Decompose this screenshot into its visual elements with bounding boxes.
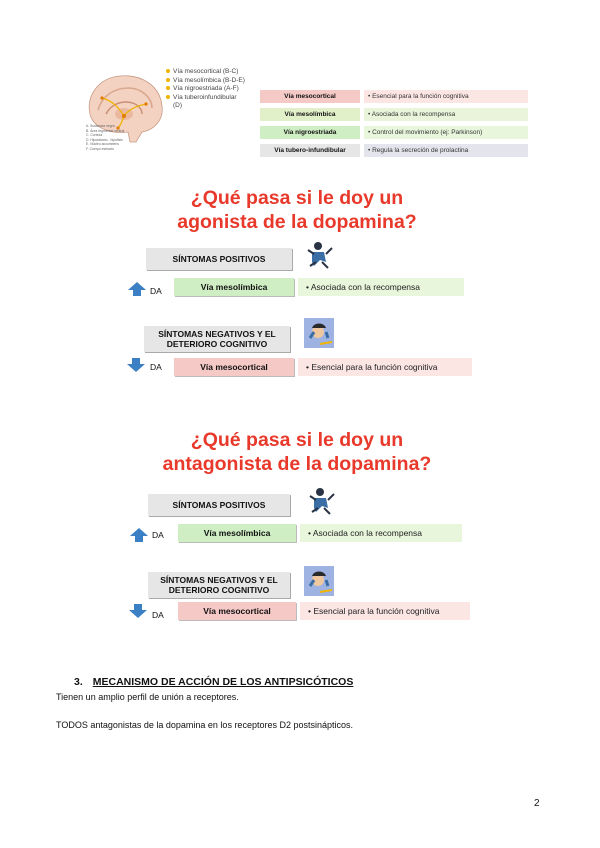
positive-symptoms-box — [148, 494, 290, 516]
pathway-desc: • Regula la secreción de prolactina — [364, 144, 528, 157]
section-title: MECANISMO DE ACCIÓN DE LOS ANTIPSICÓTICOS — [92, 676, 354, 688]
pathway-legend — [166, 68, 245, 111]
agitated-person-icon — [306, 486, 336, 516]
pathway-row-nigrostriatal — [260, 126, 528, 139]
pathway-desc-box: • Esencial para la función cognitiva — [300, 602, 470, 620]
page-number: 2 — [534, 798, 540, 809]
legend-item: Vía tuberoinfundibular — [173, 93, 237, 101]
pathway-box-mesocortical: Vía mesocortical — [174, 358, 294, 376]
pathway-desc: • Control del movimiento (ej: Parkinson) — [364, 126, 528, 139]
pathway-row-tuberoinfundibular — [260, 144, 528, 157]
slide-title-line: agonista de la dopamina? — [177, 211, 417, 233]
bullet-dot-icon — [166, 86, 170, 90]
antagonist-slide — [108, 412, 486, 644]
legend-item: Vía mesolímbica (B-D-E) — [173, 76, 245, 84]
pathway-box-mesolimbic: Vía mesolímbica — [178, 524, 296, 542]
legend-item: (D) — [173, 102, 183, 110]
legend-item: Vía nigroestriada (A-F) — [173, 85, 239, 93]
headache-person-icon — [304, 566, 334, 596]
figure-note: C. Corteza — [86, 133, 103, 138]
figure-note: B. Área tegmental ventral — [86, 128, 125, 133]
figure-note: A. Sustancia negra — [86, 124, 115, 128]
negative-symptoms-box — [148, 572, 290, 598]
figure-note: D. Hipotálamo - hipófisis — [86, 137, 123, 142]
bullet-dot-icon — [166, 95, 170, 99]
da-label: DA — [152, 530, 164, 540]
figure-notes — [86, 124, 124, 152]
headache-person-icon — [304, 318, 334, 348]
paragraph: Tienen un amplio perfil de unión a receptores. — [56, 692, 239, 702]
negative-symptoms-label: SÍNTOMAS NEGATIVOS Y EL — [158, 329, 276, 339]
pathway-row-mesocortical — [260, 90, 528, 103]
pathway-name: Vía mesocortical — [260, 90, 360, 103]
pathway-box-mesocortical: Vía mesocortical — [178, 602, 296, 620]
bullet-dot-icon — [166, 78, 170, 82]
negative-symptoms-label: SÍNTOMAS NEGATIVOS Y EL — [160, 575, 278, 585]
bullet-dot-icon — [166, 69, 170, 73]
positive-symptoms-label: SÍNTOMAS POSITIVOS — [172, 254, 266, 264]
section-heading — [74, 676, 353, 688]
negative-symptoms-box — [144, 326, 290, 352]
pathway-desc-box: • Asociada con la recompensa — [300, 524, 462, 542]
agitated-person-icon — [304, 240, 334, 270]
section-number: 3. — [74, 676, 83, 688]
slide-title-line: ¿Qué pasa si le doy un — [190, 429, 404, 451]
agonist-slide — [108, 172, 486, 408]
pathway-desc-box: • Asociada con la recompensa — [298, 278, 464, 296]
pathway-name: Vía mesolímbica — [260, 108, 360, 121]
dopamine-pathways-figure — [84, 64, 540, 170]
legend-item: Vía mesocortical (B-C) — [173, 68, 239, 75]
da-label: DA — [152, 610, 164, 620]
pathway-row-mesolimbic — [260, 108, 528, 121]
paragraph: TODOS antagonistas de la dopamina en los receptores D2 postsinápticos. — [56, 720, 353, 730]
slide-title-line: ¿Qué pasa si le doy un — [190, 187, 404, 209]
arrow-down-icon — [132, 358, 140, 364]
figure-note: E. Núcleo accumbens — [86, 142, 119, 147]
negative-symptoms-label: DETERIORO COGNITIVO — [166, 339, 268, 349]
positive-symptoms-box — [146, 248, 292, 270]
pathway-name: Vía tubero-infundibular — [260, 144, 360, 157]
da-label: DA — [150, 362, 162, 372]
slide-title-line: antagonista de la dopamina? — [162, 453, 432, 475]
pathway-desc: • Esencial para la función cognitiva — [364, 90, 528, 103]
pathway-box-mesolimbic: Vía mesolímbica — [174, 278, 294, 296]
figure-note: F. Cuerpo estriado — [86, 146, 114, 151]
negative-symptoms-label: DETERIORO COGNITIVO — [168, 585, 270, 595]
arrow-down-icon — [134, 604, 142, 610]
arrow-up-icon — [130, 528, 148, 536]
pathway-desc: • Asociada con la recompensa — [364, 108, 528, 121]
arrow-up-icon — [128, 282, 146, 290]
da-label: DA — [150, 286, 162, 296]
pathway-name: Vía nigroestriada — [260, 126, 360, 139]
positive-symptoms-label: SÍNTOMAS POSITIVOS — [172, 500, 266, 510]
pathway-desc-box: • Esencial para la función cognitiva — [298, 358, 472, 376]
